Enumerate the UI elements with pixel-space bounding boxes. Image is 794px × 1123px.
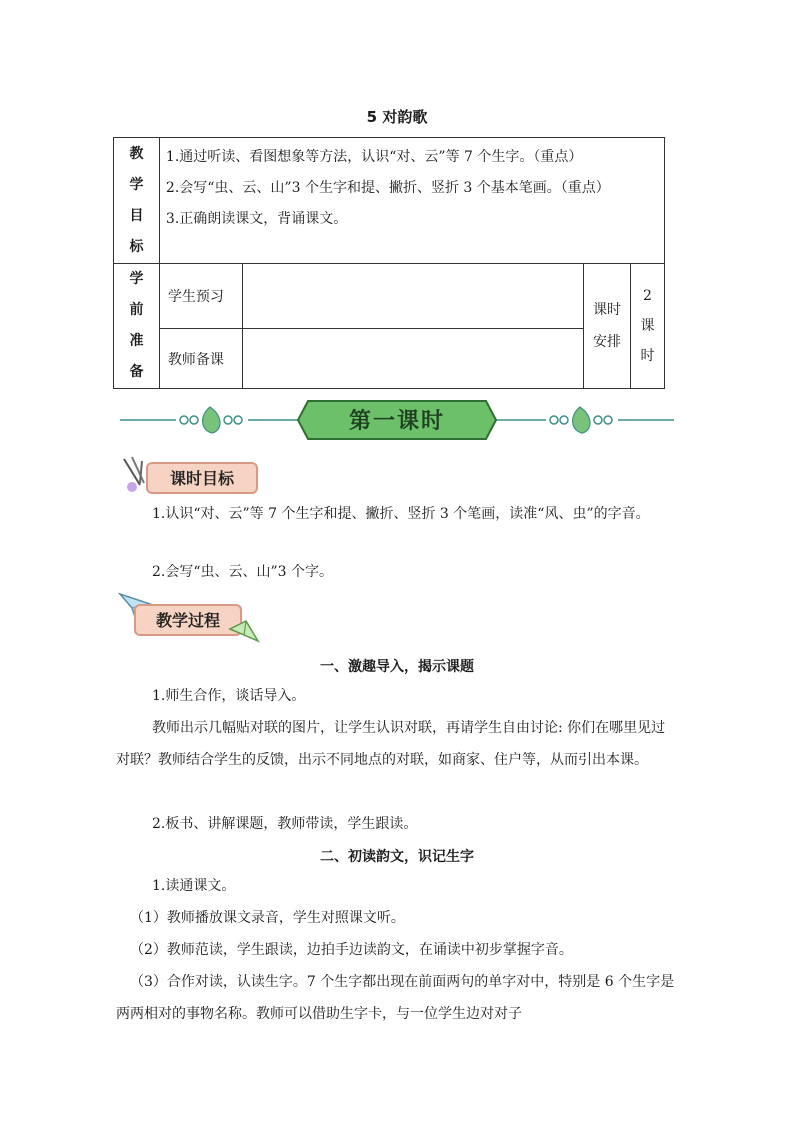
section-heading-1: 一、激趣导入，揭示课题 [320, 659, 474, 675]
schedule-label: 课时安排 [584, 264, 631, 389]
objective-1: 1.认识“对、云”等 7 个生字和提、撇折、竖折 3 个笔画，读准“风、虫”的字音。 [152, 506, 650, 522]
goal-item: 2.会写“虫、云、山”3 个生字和提、撇折、竖折 3 个基本笔画。（重点） [165, 180, 610, 196]
lesson-plan-table [113, 137, 665, 389]
paragraph: 1.读通课文。 [152, 878, 236, 894]
paragraph: （2）教师范读，学生跟读，边拍手边读韵文，在诵读中初步掌握字音。 [130, 942, 573, 958]
paragraph: （1）教师播放课文录音，学生对照课文听。 [130, 910, 405, 926]
prep-header: 学 前 准 备 [114, 264, 160, 389]
objectives-label-text: 课时目标 [169, 469, 234, 488]
goals-header: 教 学 目 标 [114, 138, 160, 264]
objective-2: 2.会写“虫、云、山”3 个字。 [152, 564, 334, 580]
goals-cell [159, 138, 664, 264]
paragraph: 1.师生合作，谈话导入。 [152, 688, 306, 704]
page-title: 5 对韵歌 [366, 108, 428, 126]
student-prep-value [242, 264, 583, 329]
process-label-text: 教学过程 [155, 611, 220, 630]
paragraph: 2.板书、讲解课题，教师带读，学生跟读。 [152, 816, 418, 832]
teacher-prep-label: 教师备课 [159, 329, 242, 389]
banner-text: 第一课时 [348, 408, 445, 434]
paragraph: （3）合作对读，认读生字。7 个生字都出现在前面两句的单字对中，特别是 6 个生字是两两相对的事物名称。教师可以借助生字卡，与一位学生边对对子 [116, 974, 675, 1022]
student-prep-label: 学生预习 [159, 264, 242, 329]
goal-item: 1.通过听读、看图想象等方法，认识“对、云”等 7 个生字。（重点） [165, 149, 583, 165]
leaf-left-icon [203, 407, 220, 433]
leaf-right-icon [573, 407, 590, 433]
goal-item: 3.正确朗读课文，背诵课文。 [165, 211, 348, 227]
paragraph: 教师出示几幅贴对联的图片，让学生认识对联，再请学生自由讨论: 你们在哪里见过对联？教师结合学生的反馈，出示不同地点的对联，如商家、住户等，从而引出本课。 [116, 720, 666, 768]
paper-plane-icon [228, 615, 260, 645]
schedule-value: 2 课时 [631, 264, 665, 389]
section-heading-2: 二、初读韵文，识记生字 [320, 849, 474, 865]
teacher-prep-value [242, 329, 583, 389]
